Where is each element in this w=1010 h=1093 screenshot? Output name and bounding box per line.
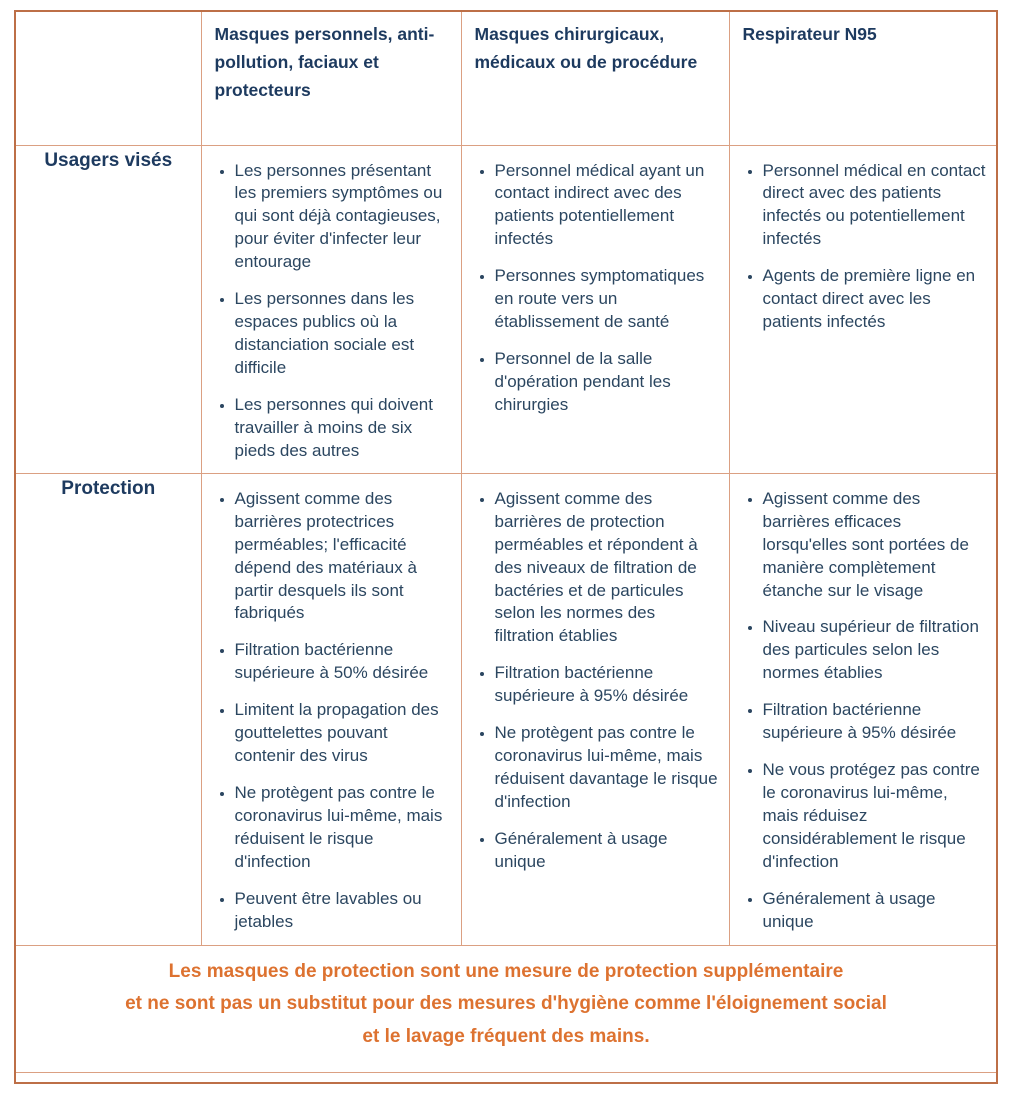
cell-usagers-respirateur-n95	[729, 145, 997, 473]
cell-protection-masques-chirurgicaux	[461, 473, 729, 945]
bullet-list	[742, 488, 987, 934]
footer-note-line: et ne sont pas un substitut pour des mesures d'hygiène comme l'éloignement social	[125, 993, 887, 1015]
bullet-item: • Limitent la propagation des gouttelettes pouvant contenir des virus	[235, 699, 451, 768]
bullet-item: • Niveau supérieur de filtration des particules selon les normes établies	[763, 616, 987, 685]
footer-note-lines	[46, 956, 966, 1054]
bullet-item: • Les personnes dans les espaces publics où la distanciation sociale est difficile	[235, 288, 451, 380]
row-usagers-vises	[15, 145, 997, 473]
bullet-item: • Filtration bactérienne supérieure à 95% désirée	[495, 662, 719, 708]
bullet-list	[474, 488, 719, 874]
bullet-item: • Filtration bactérienne supérieure à 50% désirée	[235, 639, 451, 685]
bullet-list	[214, 488, 451, 934]
cell-usagers-masques-chirurgicaux	[461, 145, 729, 473]
bullet-item: • Les personnes qui doivent travailler à moins de six pieds des autres	[235, 394, 451, 463]
bullet-item: • Agissent comme des barrières protectrices perméables; l'efficacité dépend des matériaux à partir desquels ils sont fabriqués	[235, 488, 451, 626]
row-protection	[15, 473, 997, 945]
row-label-protection: Protection	[15, 473, 201, 945]
bullet-item: • Filtration bactérienne supérieure à 95% désirée	[763, 699, 987, 745]
column-header-masques-chirurgicaux: Masques chirurgicaux, médicaux ou de procédure	[461, 11, 729, 145]
bottom-strip	[15, 1072, 997, 1083]
bullet-list	[474, 160, 719, 417]
bullet-item: • Agissent comme des barrières efficaces lorsqu'elles sont portées de manière complètement étanche sur le visage	[763, 488, 987, 603]
bullet-item: • Ne vous protégez pas contre le coronavirus lui-même, mais réduisez considérablement le risque d'infection	[763, 759, 987, 874]
bullet-item: • Généralement à usage unique	[763, 888, 987, 934]
bullet-item: • Ne protègent pas contre le coronavirus lui-même, mais réduisent davantage le risque d'infection	[495, 722, 719, 814]
cell-protection-respirateur-n95	[729, 473, 997, 945]
bullet-list	[742, 160, 987, 335]
bullet-item: • Personnel médical ayant un contact indirect avec des patients potentiellement infectés	[495, 160, 719, 252]
bullet-item: • Généralement à usage unique	[495, 828, 719, 874]
bullet-item: • Peuvent être lavables ou jetables	[235, 888, 451, 934]
footer-note-line: Les masques de protection sont une mesure de protection supplémentaire	[168, 960, 844, 982]
bullet-item: • Les personnes présentant les premiers symptômes ou qui sont déjà contagieuses, pour éviter d'infecter leur entourage	[235, 160, 451, 275]
footer-row	[15, 945, 997, 1072]
cell-protection-masques-personnels	[201, 473, 461, 945]
bullet-item: • Personnel de la salle d'opération pendant les chirurgies	[495, 348, 719, 417]
bullet-item: • Agents de première ligne en contact direct avec les patients infectés	[763, 265, 987, 334]
footer-note-line: et le lavage fréquent des mains.	[362, 1026, 650, 1048]
row-label-usagers-vises: Usagers visés	[15, 145, 201, 473]
column-header-masques-personnels: Masques personnels, anti-pollution, faciaux et protecteurs	[201, 11, 461, 145]
mask-comparison-table	[14, 10, 998, 1084]
bullet-item: • Personnes symptomatiques en route vers un établissement de santé	[495, 265, 719, 334]
cell-usagers-masques-personnels	[201, 145, 461, 473]
bullet-item: • Personnel médical en contact direct avec des patients infectés ou potentiellement infectés	[763, 160, 987, 252]
column-header-respirateur-n95: Respirateur N95	[729, 11, 997, 145]
footer-note	[15, 945, 997, 1072]
bullet-list	[214, 160, 451, 463]
corner-cell	[15, 11, 201, 145]
bullet-item: • Agissent comme des barrières de protection perméables et répondent à des niveaux de filtration de bactéries et de particules selon les normes des filtration établies	[495, 488, 719, 649]
bottom-strip-row	[15, 1072, 997, 1083]
bullet-item: • Ne protègent pas contre le coronavirus lui-même, mais réduisent le risque d'infection	[235, 782, 451, 874]
header-row	[15, 11, 997, 145]
